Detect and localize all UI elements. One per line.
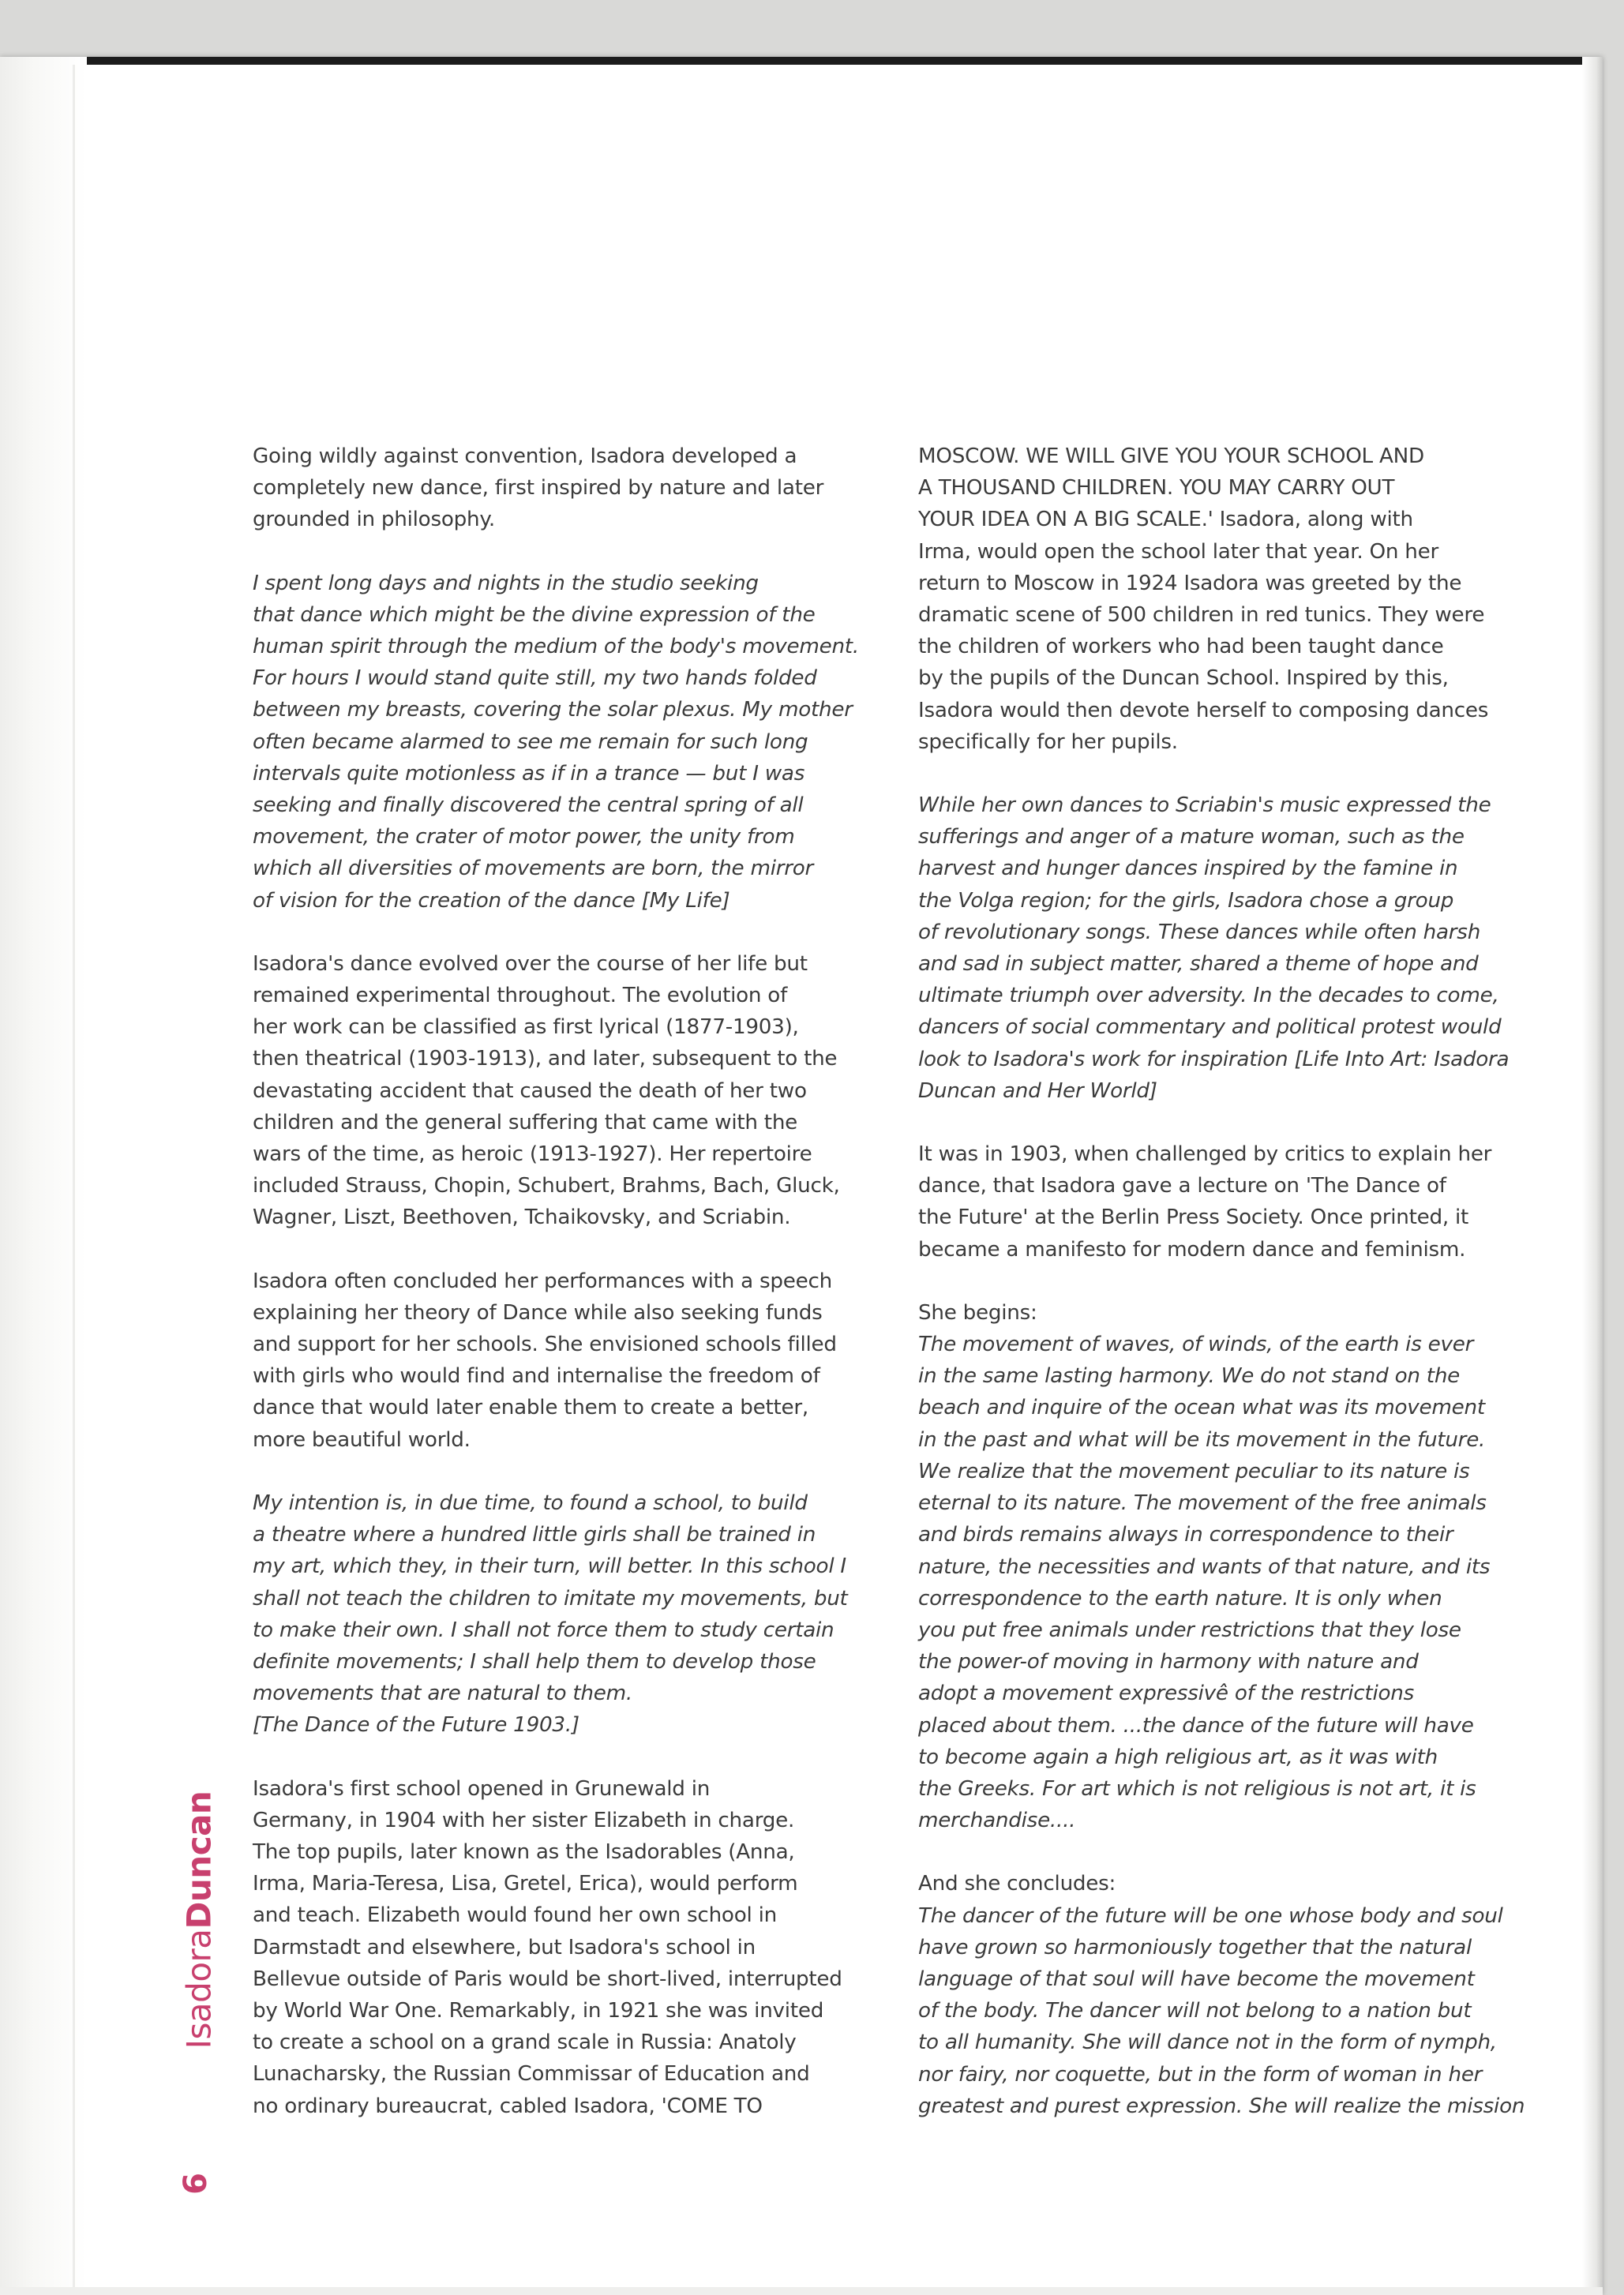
running-section-title (180, 1791, 219, 2049)
page-top-edge (0, 57, 1603, 65)
paragraph: Isadora often concluded her performances with a speech explaining her theory of Dance while also seeking funds and support for her schools. She envisioned schools filled with girls who would find and internalise the freedom of dance that would later enable them to create a better, more beautiful world. (253, 1269, 837, 1452)
page-number: 6 (178, 2173, 214, 2195)
gutter-line (73, 65, 75, 2295)
left-text-column (253, 441, 884, 2154)
right-text-column (918, 441, 1550, 2154)
quote-paragraph: While her own dances to Scriabin's music expressed the sufferings and anger of a mature woman, such as the harvest and hunger dances inspired by the famine in the Volga region; for the girls, Isadora chose a group of revolutionary songs. These dances while often harsh and sad in subject matter, shared a theme of hope and ultimate triumph over adversity. In the decades to come, dancers of social commentary and political protest would look to Isadora's work for inspiration [Life Into Art: Isadora Duncan and Her World] (918, 793, 1510, 1103)
quote-paragraph: The movement of waves, of winds, of the earth is ever in the same lasting harmony. We do not stand on the beach and inquire of the ocean what was its movement in the past and what will be its movement in the future. We realize that the movement peculiar to its nature is eternal to its nature. The movement of the free animals and birds remains always in correspondence to their nature, the necessities and wants of that nature, and its correspondence to the earth nature. It is only when you put free animals under restrictions that they lose the power-of moving in harmony with nature and adopt a movement expressivê of the restrictions placed about them. ...the dance of the future will have to become again a high religious art, as it was with the Greeks. For art which is not religious is not art, it is merchandise.... (918, 1333, 1491, 1833)
quote-paragraph: The dancer of the future will be one whose body and soul have grown so harmoniously together that the natural language of that soul will have become the movement of the body. The dancer will not belong to a nation but to all humanity. She will dance not in the form of nymph, nor fairy, nor coquette, but in the form of woman in her greatest and purest expression. She will realize the mission (918, 1903, 1525, 2118)
paragraph: Isadora's dance evolved over the course of her life but remained experimental throughout. The evolution of her work can be classified as first lyrical (1877-1903), then theatrical (1903-1913), and later, subsequent to the devastating accident that caused the death of her two children and the general suffering that came with the wars of the time, as heroic (1913-1927). Her repertoire included Strauss, Chopin, Schubert, Brahms, Bach, Gluck, Wagner, Liszt, Beethoven, Tchaikovsky, and Scriabin. (253, 951, 840, 1230)
quote-paragraph: I spent long days and nights in the studio seeking that dance which might be the divine expression of the human spirit through the medium of the body's movement. For hours I would stand quite still, my two hands folded between my breasts, covering the solar plexus. My mother often became alarmed to see me remain for such long intervals quite motionless as if in a trance — but I was seeking and finally discovered the central spring of all movement, the crater of motor power, the unity from which all diversities of movements are born, the mirror of vision for the creation of the dance [My Life] (253, 571, 859, 913)
section-title-first-name: Isadora (179, 1929, 219, 2049)
quote-paragraph: My intention is, in due time, to found a school, to build a theatre where a hundred little girls shall be trained in my art, which they, in their turn, will better. In this school I shall not teach the children to imitate my movements, but to make their own. I shall not force them to study certain definite movements; I shall help them to develop those movements that are natural to them. [The Dance of the Future 1903.] (253, 1491, 848, 1738)
paragraph: It was in 1903, when challenged by critics to explain her dance, that Isadora gave a lecture on 'The Dance of the Future' at the Berlin Press Society. Once printed, it became a manifesto for modern dance and feminism. (918, 1142, 1492, 1262)
paragraph: MOSCOW. WE WILL GIVE YOU YOUR SCHOOL AND A THOUSAND CHILDREN. YOU MAY CARRY OUT YOUR IDEA ON A BIG SCALE.' Isadora, along with Irma, would open the school later that year. On her return to Moscow in 1924 Isadora was greeted by the dramatic scene of 500 children in red tunics. They were the children of workers who had been taught dance by the pupils of the Duncan School. Inspired by this, Isadora would then devote herself to composing dances specifically for her pupils. (918, 444, 1489, 754)
page-bottom-edge (0, 2287, 1603, 2295)
lead-in-label: And she concludes: (918, 1872, 1116, 1896)
page-right-edge (1582, 57, 1603, 2295)
section-title-last-name: Duncan (179, 1791, 219, 1929)
paragraph: Going wildly against convention, Isadora developed a completely new dance, first inspired by nature and later grounded in philosophy. (253, 444, 824, 532)
lead-in-label: She begins: (918, 1300, 1037, 1325)
paragraph: Isadora's first school opened in Grunewald in Germany, in 1904 with her sister Elizabeth in charge. The top pupils, later known as the Isadorables (Anna, Irma, Maria-Teresa, Lisa, Gretel, Erica), would perform and teach. Elizabeth would found her own school in Darmstadt and elsewhere, but Isadora's school in Bellevue outside of Paris would be short-lived, interrupted by World War One. Remarkably, in 1921 she was invited to create a school on a grand scale in Russia: Anatoly Lunacharsky, the Russian Commissar of Education and no ordinary bureaucrat, cabled Isadora, 'COME TO (253, 1776, 842, 2118)
